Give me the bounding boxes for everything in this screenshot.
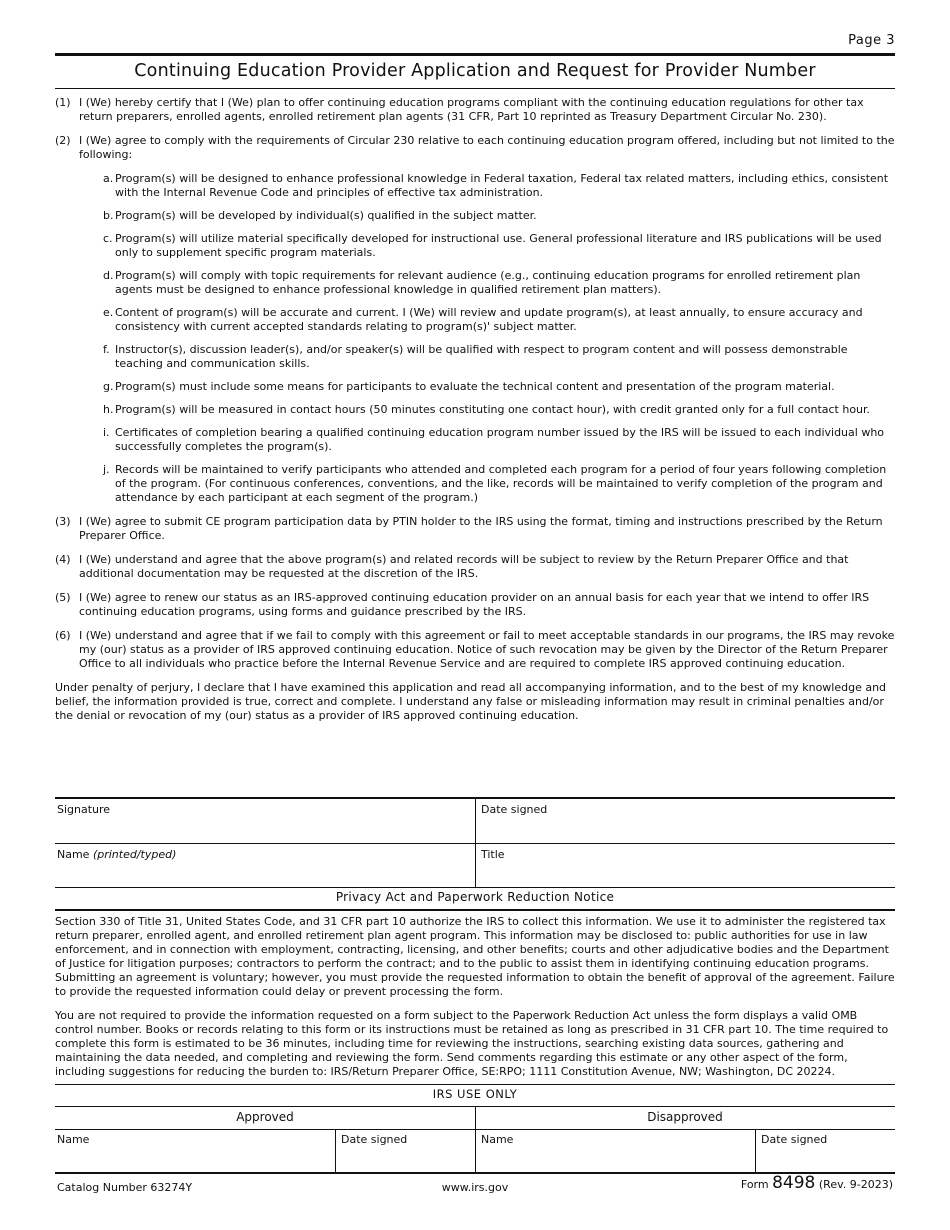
name-label: Name: [57, 848, 90, 861]
requirement-text: Content of program(s) will be accurate and current. I (We) will review and update program(s), at least annually, to ensure accuracy and consistency with current accepted standards relating to program(s)' subject matter.: [115, 306, 863, 333]
certification-item: [55, 96, 895, 124]
irs-decision-grid: [55, 1106, 895, 1172]
certification-item: [55, 553, 895, 581]
page-footer: [55, 1173, 895, 1198]
requirement-text: Program(s) will utilize material specifically developed for instructional use. General professional literature and IRS publications will be used only to supplement specific program materials.: [115, 232, 882, 259]
requirement-item: [79, 209, 895, 223]
signature-block: [55, 797, 895, 888]
requirement-item: [79, 269, 895, 297]
irs-use-only-title: IRS USE ONLY: [432, 1087, 518, 1101]
requirement-letter: d.: [103, 269, 114, 282]
item-number: (6): [55, 629, 71, 642]
requirement-text: Program(s) will be developed by individual(s) qualified in the subject matter.: [115, 209, 537, 222]
form-page: [55, 0, 895, 1230]
perjury-statement: Under penalty of perjury, I declare that I have examined this application and read all accompanying information, and to the best of my knowledge and belief, the information provided is true, correct and complete. I understand any false or misleading information may result in criminal penalties and/or the denial or revocation of my (our) status as a provider of IRS approved continuing education.: [55, 681, 887, 722]
requirement-letter: f.: [103, 343, 110, 356]
website-link[interactable]: www.irs.gov: [441, 1181, 509, 1194]
certification-item: [55, 134, 895, 505]
requirement-letter: e.: [103, 306, 114, 319]
privacy-notice: [55, 915, 895, 1089]
item-number: (1): [55, 96, 71, 109]
form-revision: (Rev. 9-2023): [818, 1178, 893, 1191]
disapproved-date-label: Date signed: [761, 1133, 828, 1146]
requirement-item: [79, 306, 895, 334]
disapproved-name-field[interactable]: [476, 1130, 755, 1172]
irs-use-only-block: [55, 1084, 895, 1174]
item-text: I (We) agree to submit CE program participation data by PTIN holder to the IRS using the format, timing and instructions prescribed by the Return Preparer Office.: [79, 515, 883, 542]
title-label: Title: [481, 848, 505, 861]
top-rule: [55, 53, 895, 56]
privacy-notice-title: Privacy Act and Paperwork Reduction Notice: [335, 890, 615, 904]
item-text: I (We) agree to renew our status as an IRS-approved continuing education provider on an annual basis for each year that we intend to offer IRS continuing education programs, using forms and guidance prescribed by the IRS.: [79, 591, 870, 618]
title-field[interactable]: [475, 844, 895, 888]
disapproved-heading: Disapproved: [647, 1110, 723, 1124]
approved-name-label: Name: [57, 1133, 90, 1146]
certification-item: [55, 515, 895, 543]
privacy-rule: [55, 909, 895, 911]
requirement-text: Program(s) will comply with topic requirements for relevant audience (e.g., continuing education programs for enrolled retirement plan agents must be designed to enhance professional knowledge in qualified retirement plan matters).: [115, 269, 861, 296]
requirements-list: [79, 172, 895, 505]
requirement-item: [79, 403, 895, 417]
item-text: I (We) hereby certify that I (We) plan to offer continuing education programs compliant with the continuing education regulations for other tax return preparers, enrolled agents, enrolled retirement plan agents (31 CFR, Part 10 reprinted as Treasury Department Circular No. 230).: [79, 96, 864, 123]
requirement-letter: b.: [103, 209, 114, 222]
item-text: I (We) understand and agree that the above program(s) and related records will be subject to review by the Return Preparer Office and that additional documentation may be requested at the discretion of the IRS.: [79, 553, 849, 580]
requirement-text: Program(s) will be measured in contact hours (50 minutes constituting one contact hour), with credit granted only for a full contact hour.: [115, 403, 871, 416]
signature-field[interactable]: [55, 799, 475, 843]
requirement-letter: c.: [103, 232, 113, 245]
disapproved-date-field[interactable]: [755, 1130, 895, 1172]
privacy-paragraph: Section 330 of Title 31, United States Code, and 31 CFR part 10 authorize the IRS to collect this information. We use it to administer the registered tax return preparer, enrolled agent, and enrolled retirement plan agent program. This information may be disclosed to: public authorities for use in law enforcement, and in connection with employment, contracting, licensing, and other benefits; courts and other adjudicative bodies and the Department of Justice for litigation purposes; contractors to perform the contract; and to the public to assist them in identifying continuing education programs. Submitting an agreement is voluntary; however, you must provide the requested information to obtain the benefit of approval of the agreement. Failure to provide the requested information could delay or prevent processing the form.: [55, 915, 895, 998]
paperwork-paragraph: You are not required to provide the information requested on a form subject to the Paperwork Reduction Act unless the form displays a valid OMB control number. Books or records relating to this form or its instructions must be retained as long as prescribed in 31 CFR part 10. The time required to complete this form is estimated to be 36 minutes, including time for reviewing the instructions, searching existing data sources, gathering and maintaining the data needed, and completing and reviewing the form. Send comments regarding this estimate or any other aspect of the form, including suggestions for reducing the burden to: IRS/Return Preparer Office, SE:RPO; 1111 Constitution Avenue, NW; Washington, DC 20224.: [55, 1009, 889, 1078]
date-signed-field[interactable]: [475, 799, 895, 843]
approved-date-label: Date signed: [341, 1133, 408, 1146]
requirement-letter: h.: [103, 403, 114, 416]
requirement-text: Records will be maintained to verify participants who attended and completed each program for a period of four years following completion of the program. (For continuous conferences, conventions, and the like, records will be maintained to verify completion of the program and attendance by each participant at each segment of the program.): [115, 463, 887, 504]
item-number: (3): [55, 515, 71, 528]
requirement-item: [79, 463, 895, 505]
requirement-item: [79, 232, 895, 260]
requirement-letter: j.: [103, 463, 110, 476]
requirement-text: Certificates of completion bearing a qualified continuing education program number issued by the IRS will be issued to each individual who successfully completes the program(s).: [115, 426, 885, 453]
item-number: (2): [55, 134, 71, 147]
disapproved-name-label: Name: [481, 1133, 514, 1146]
requirement-item: [79, 426, 895, 454]
approved-heading: Approved: [236, 1110, 294, 1124]
catalog-number: Catalog Number 63274Y: [57, 1181, 193, 1194]
form-prefix: Form: [740, 1178, 769, 1191]
title-rule: [55, 88, 895, 89]
requirement-text: Instructor(s), discussion leader(s), and/or speaker(s) will be qualified with respect to program content and will possess demonstrable teaching and communication skills.: [115, 343, 848, 370]
certification-item: [55, 591, 895, 619]
certification-section: [55, 96, 895, 723]
requirement-item: [79, 343, 895, 371]
name-field[interactable]: [55, 844, 475, 888]
approved-name-field[interactable]: [55, 1130, 335, 1172]
requirement-item: [79, 172, 895, 200]
requirement-item: [79, 380, 895, 394]
certification-item: [55, 629, 895, 671]
requirement-letter: a.: [103, 172, 114, 185]
requirement-letter: g.: [103, 380, 114, 393]
date-signed-label: Date signed: [481, 803, 548, 816]
item-text: I (We) understand and agree that if we fail to comply with this agreement or fail to meet acceptable standards in our programs, the IRS may revoke my (our) status as a provider of IRS approved continuing education. Notice of such revocation may be given by the Director of the Return Preparer Office to all individuals who practice before the Internal Revenue Service and are required to complete IRS approved continuing education.: [79, 629, 895, 670]
form-title: Continuing Education Provider Application and Request for Provider Number: [134, 61, 816, 81]
form-number: 8498: [772, 1173, 816, 1193]
item-text: I (We) agree to comply with the requirements of Circular 230 relative to each continuing education program offered, including but not limited to the following:: [79, 134, 895, 161]
requirement-letter: i.: [103, 426, 110, 439]
name-hint: (printed/typed): [92, 848, 177, 861]
item-number: (4): [55, 553, 71, 566]
form-identifier: [740, 1173, 893, 1193]
name-row: [55, 843, 895, 888]
signature-row: [55, 799, 895, 843]
requirement-text: Program(s) must include some means for participants to evaluate the technical content and presentation of the program material.: [115, 380, 835, 393]
requirement-text: Program(s) will be designed to enhance professional knowledge in Federal taxation, Federal tax related matters, including ethics, consistent with the Internal Revenue Code and principles of effective tax administration.: [115, 172, 889, 199]
item-number: (5): [55, 591, 71, 604]
signature-label: Signature: [57, 803, 111, 816]
page-number: Page 3: [848, 33, 895, 48]
approved-date-field[interactable]: [335, 1130, 475, 1172]
